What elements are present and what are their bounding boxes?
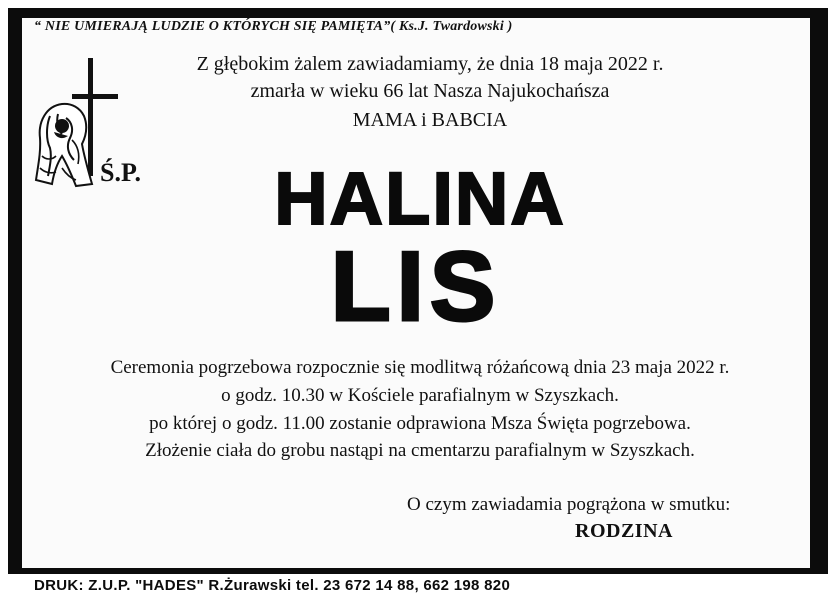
closing-signature: RODZINA bbox=[575, 520, 673, 542]
ceremony-line-4: Złożenie ciała do grobu nastąpi na cmentarzu parafialnym w Szyszkach. bbox=[145, 440, 695, 461]
deceased-first-name: HALINA bbox=[274, 157, 566, 240]
closing-notice: O czym zawiadamia pogrążona w smutku: bbox=[407, 494, 731, 515]
intro-line-3: MAMA i BABCIA bbox=[352, 109, 508, 131]
intro-line-1: Z głębokim żalem zawiadamiamy, że dnia 18 maja 2022 r. bbox=[196, 53, 664, 75]
printer-footer: DRUK: Z.U.P. "HADES" R.Żurawski tel. 23 672 14 88, 662 198 820 bbox=[34, 577, 511, 594]
deceased-last-name: LIS bbox=[330, 231, 502, 341]
ceremony-line-1: Ceremonia pogrzebowa rozpocznie się modlitwą różańcową dnia 23 maja 2022 r. bbox=[110, 357, 730, 378]
sp-prefix: Ś.P. bbox=[100, 158, 141, 187]
ceremony-line-2: o godz. 10.30 w Kościele parafialnym w Szyszkach. bbox=[221, 385, 619, 406]
ceremony-line-3: po której o godz. 11.00 zostanie odprawiona Msza Święta pogrzebowa. bbox=[149, 413, 691, 434]
intro-line-2: zmarła w wieku 66 lat Nasza Najukochańsza bbox=[250, 80, 610, 102]
header-quote: “ NIE UMIERAJĄ LUDZIE O KTÓRYCH SIĘ PAMIĘTA”( Ks.J. Twardowski ) bbox=[34, 19, 513, 34]
